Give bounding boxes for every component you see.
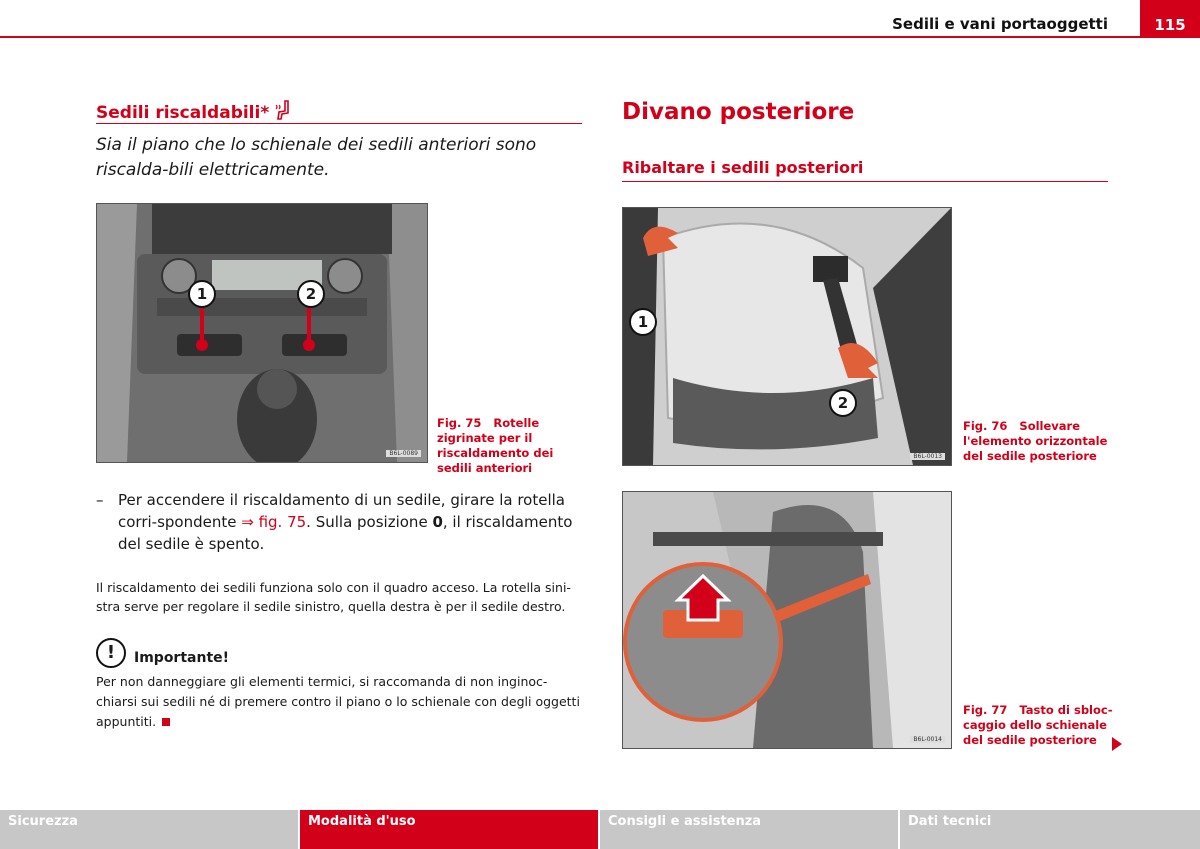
figure-tag: B6L-0013 — [910, 453, 945, 460]
step-text-after: , il riscaldamento del sedile è spento. — [118, 513, 573, 553]
figure-76 — [622, 207, 952, 466]
section-title-rear-bench: Divano posteriore — [622, 99, 855, 125]
caption-text: Tasto di sbloc-caggio dello schienale del sedile posteriore — [963, 703, 1113, 747]
section-title-text: Sedili riscaldabili* — [96, 103, 270, 123]
caption-number: Fig. 75 — [437, 416, 482, 430]
footer-tab-sicurezza[interactable]: Sicurezza — [0, 810, 298, 849]
section-rule — [96, 123, 582, 124]
figure-76-illustration — [623, 208, 951, 465]
end-marker — [162, 718, 170, 726]
figure-tag: B6L-0089 — [386, 450, 421, 457]
fig-75-link[interactable]: ⇒ fig. 75 — [241, 513, 307, 531]
running-header-title: Sedili e vani portaoggetti — [892, 15, 1108, 33]
caption-fig-75 — [437, 416, 582, 476]
section-title-heated-seats — [96, 100, 291, 123]
header-rule — [0, 36, 1140, 38]
intro-text: Sia il piano che lo schienale dei sedili anteriori sono riscalda-bili elettricamente. — [96, 135, 537, 180]
important-title: Importante! — [134, 650, 230, 666]
position-zero: 0 — [432, 513, 443, 531]
caption-number: Fig. 77 — [963, 703, 1008, 717]
figure-77 — [622, 491, 952, 749]
subsection-rule — [622, 181, 1108, 182]
footer-nav — [0, 810, 1200, 849]
caption-fig-77 — [963, 703, 1113, 748]
caption-fig-76 — [963, 419, 1113, 464]
figure-75 — [96, 203, 428, 463]
step-text-before: Per accendere il riscaldamento di un sedile, girare la rotella corri-spondente — [118, 491, 565, 531]
caption-text: Sollevare l'elemento orizzontale del sedile posteriore — [963, 419, 1108, 463]
callout-2: 2 — [829, 389, 857, 417]
figure-75-illustration — [97, 204, 427, 462]
caption-text: Rotelle zigrinate per il riscaldamento dei sedili anteriori — [437, 416, 554, 475]
important-text-body: Per non danneggiare gli elementi termici, si raccomanda di non inginoc-chiarsi sui sedili né di premere contro il piano o lo schienale con degli oggetti appuntiti. — [96, 674, 580, 729]
continue-arrow-icon[interactable] — [1112, 737, 1122, 751]
callout-2: 2 — [297, 280, 325, 308]
body-paragraph: Il riscaldamento dei sedili funziona solo con il quadro acceso. La rotella sini-stra serve per regolare il sedile sinistro, quella destra è per il sedile destro. — [96, 580, 571, 614]
caption-number: Fig. 76 — [963, 419, 1008, 433]
step-text-middle: . Sulla posizione — [306, 513, 433, 531]
footer-tab-consigli-assistenza[interactable]: Consigli e assistenza — [600, 810, 898, 849]
figure-77-illustration — [623, 492, 951, 748]
footer-tab-modalita-uso[interactable]: Modalità d'uso — [300, 810, 598, 849]
callout-1: 1 — [188, 280, 216, 308]
instruction-step — [96, 489, 586, 555]
step-text — [118, 489, 586, 555]
seat-heating-icon — [275, 100, 291, 120]
footer-tab-dati-tecnici[interactable]: Dati tecnici — [900, 810, 1200, 849]
important-text — [96, 672, 586, 732]
page-number: 115 — [1140, 0, 1200, 38]
subsection-title-fold-seats: Ribaltare i sedili posteriori — [622, 158, 864, 177]
important-icon: ! — [96, 638, 126, 668]
figure-tag: B6L-0014 — [910, 736, 945, 743]
callout-1: 1 — [629, 308, 657, 336]
step-dash: – — [96, 491, 104, 509]
